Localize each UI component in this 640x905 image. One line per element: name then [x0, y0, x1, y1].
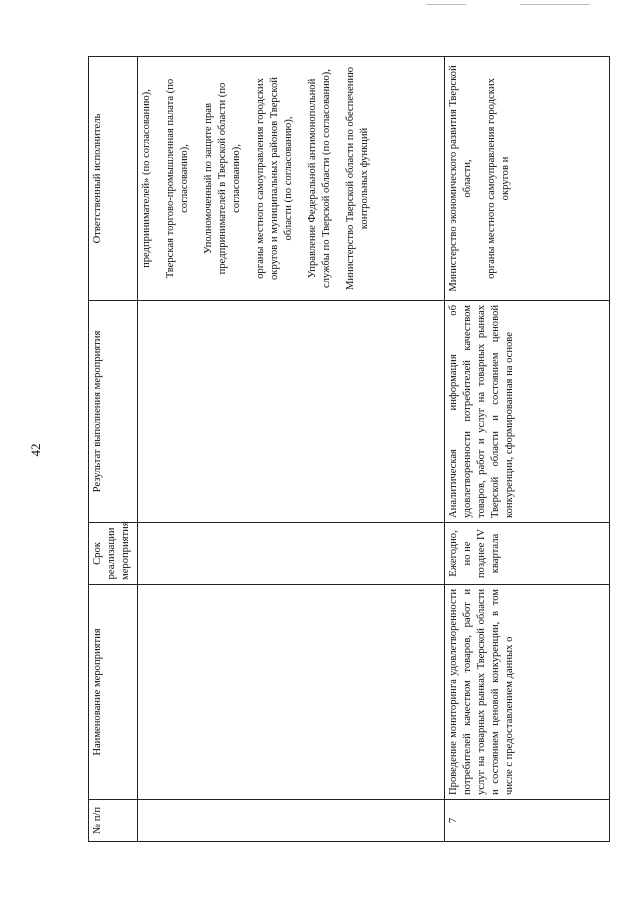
cell-no: [138, 800, 445, 842]
cell-executor: [138, 57, 445, 301]
header-executor: Ответственный исполнитель: [89, 57, 138, 301]
executor-item: Тверская торгово-промышленная палата (по согласованию),: [164, 78, 190, 279]
header-result: Результат выполнения мероприятия: [89, 301, 138, 523]
cell-term: Ежегодно, но не позднее IV квартала: [445, 523, 610, 585]
cell-result: Аналитическая информация об удовлетворенности потребителей качеством товаров, работ и услуг на товарных рынках Тверской области и состоянием ценовой конкуренции, сформированная на основе: [445, 301, 610, 523]
page-number: 42: [28, 443, 43, 457]
cell-name: Проведение мониторинга удовлетворенности потребителей качеством товаров, работ и услуг на товарных рынках Тверской области и состоянием ценовой конкуренции, в том числе с предоставлением данных о: [445, 585, 610, 800]
header-name: Наименование мероприятия: [89, 585, 138, 800]
scan-artifact: [426, 4, 466, 5]
executor-item: Министерство Тверской области по обеспечению контрольных функций: [344, 66, 370, 291]
cell-executor: [445, 57, 610, 301]
executor-item: органы местного самоуправления городских округов и: [485, 78, 511, 279]
executor-item: органы местного самоуправления городских округов и муниципальных районов Тверской области (по согласованию),: [254, 77, 294, 280]
table-row: [445, 57, 610, 842]
cell-term: [138, 523, 445, 585]
cell-no: 7: [445, 800, 610, 842]
table-header-row: [89, 57, 138, 842]
executor-item: предпринимателей» (по согласованию),: [141, 89, 152, 268]
cell-result: [138, 301, 445, 523]
header-no: № п/п: [89, 800, 138, 842]
executor-item: Министерство экономического развития Тверской области,: [448, 65, 473, 292]
executor-item: Уполномоченный по защите прав предпринимателей в Тверской области (по согласованию),: [202, 82, 242, 275]
table-row: [138, 57, 445, 842]
header-term: Срок реализации мероприятия: [89, 523, 138, 585]
cell-name: [138, 585, 445, 800]
executor-item: Управление Федеральной антимонопольной службы по Тверской области (по согласованию),: [306, 69, 332, 288]
rotated-table-area: [88, 57, 608, 842]
measures-table: [88, 56, 610, 842]
scan-artifact: [520, 4, 590, 5]
